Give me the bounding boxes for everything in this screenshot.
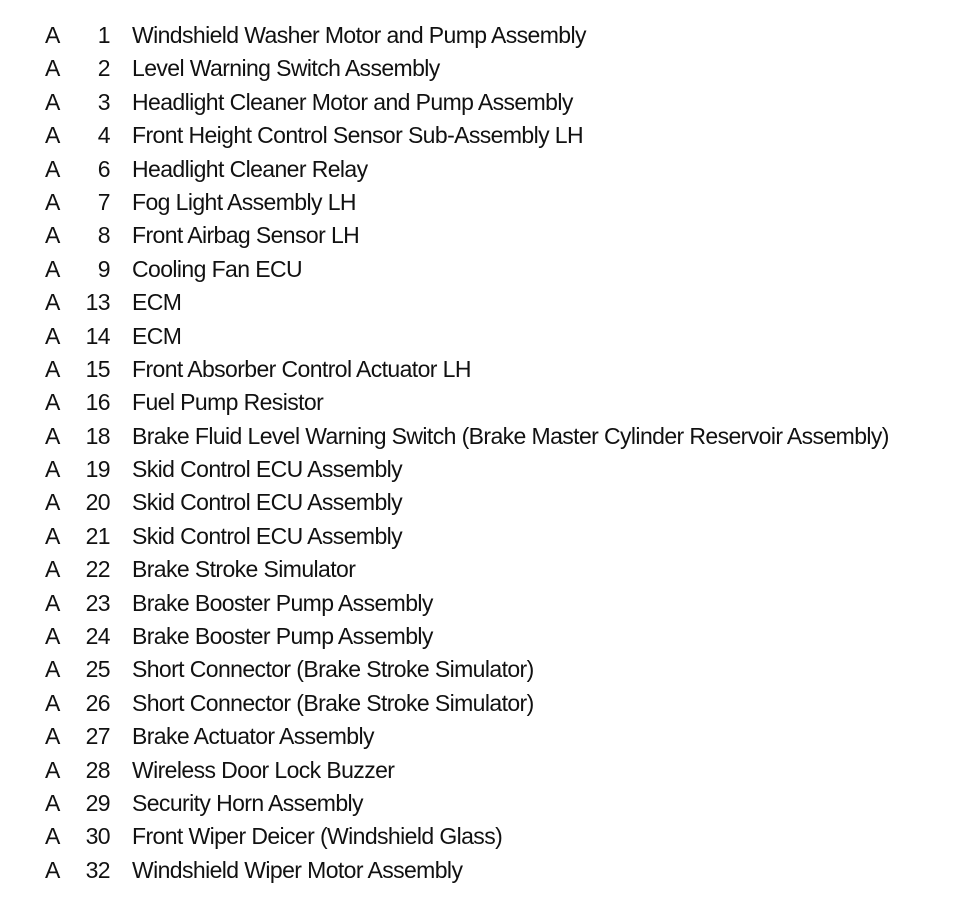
connector-name: Front Airbag Sensor LH — [132, 222, 360, 249]
connector-row — [0, 319, 960, 352]
connector-code: A — [45, 589, 60, 616]
connector-row — [0, 385, 960, 418]
connector-number: 26 — [85, 689, 110, 716]
connector-number: 27 — [85, 723, 110, 750]
connector-name: Front Wiper Deicer (Windshield Glass) — [132, 823, 503, 850]
connector-number: 20 — [85, 489, 110, 516]
connector-row — [0, 85, 960, 118]
connector-code: A — [45, 289, 60, 316]
connector-number: 24 — [85, 623, 110, 650]
connector-code: A — [45, 355, 60, 382]
connector-row — [0, 51, 960, 84]
connector-row — [0, 285, 960, 318]
connector-row — [0, 185, 960, 218]
connector-row — [0, 252, 960, 285]
connector-code: A — [45, 656, 60, 683]
connector-name: Cooling Fan ECU — [132, 255, 302, 282]
connector-row — [0, 419, 960, 452]
connector-row — [0, 619, 960, 652]
connector-list — [0, 18, 960, 886]
connector-name: Brake Stroke Simulator — [132, 556, 356, 583]
connector-code: A — [45, 689, 60, 716]
connector-number: 8 — [97, 222, 110, 249]
connector-name: Brake Booster Pump Assembly — [132, 623, 433, 650]
connector-row — [0, 18, 960, 51]
connector-number: 25 — [85, 656, 110, 683]
connector-code: A — [45, 723, 60, 750]
connector-number: 19 — [85, 456, 110, 483]
connector-row — [0, 652, 960, 685]
connector-number: 21 — [85, 522, 110, 549]
connector-code: A — [45, 623, 60, 650]
connector-number: 13 — [85, 289, 110, 316]
connector-name: Brake Actuator Assembly — [132, 723, 374, 750]
connector-row — [0, 352, 960, 385]
connector-row — [0, 819, 960, 852]
connector-code: A — [45, 155, 60, 182]
connector-code: A — [45, 789, 60, 816]
connector-number: 18 — [85, 422, 110, 449]
connector-name: Skid Control ECU Assembly — [132, 522, 403, 549]
connector-row — [0, 519, 960, 552]
connector-name: Windshield Washer Motor and Pump Assembly — [132, 22, 586, 48]
connector-code: A — [45, 255, 60, 282]
connector-name: ECM — [132, 322, 182, 349]
connector-code: A — [45, 88, 60, 115]
connector-row — [0, 686, 960, 719]
connector-name: Short Connector (Brake Stroke Simulator) — [132, 656, 534, 683]
connector-number: 1 — [97, 22, 110, 48]
connector-row — [0, 586, 960, 619]
connector-row — [0, 218, 960, 251]
connector-name: Headlight Cleaner Relay — [132, 155, 368, 182]
connector-row — [0, 719, 960, 752]
connector-row — [0, 118, 960, 151]
connector-name: Skid Control ECU Assembly — [132, 456, 403, 483]
connector-number: 6 — [97, 155, 110, 182]
connector-code: A — [45, 122, 60, 149]
connector-number: 32 — [85, 856, 110, 883]
connector-row — [0, 753, 960, 786]
connector-code: A — [45, 489, 60, 516]
connector-number: 3 — [97, 88, 110, 115]
connector-code: A — [45, 823, 60, 850]
connector-name: Front Absorber Control Actuator LH — [132, 355, 471, 382]
connector-row — [0, 552, 960, 585]
connector-number: 2 — [97, 55, 110, 82]
connector-number: 16 — [85, 389, 110, 416]
connector-name: ECM — [132, 289, 182, 316]
connector-number: 23 — [85, 589, 110, 616]
connector-code: A — [45, 22, 60, 48]
connector-code: A — [45, 222, 60, 249]
connector-name: Security Horn Assembly — [132, 789, 363, 816]
connector-number: 28 — [85, 756, 110, 783]
connector-name: Fog Light Assembly LH — [132, 188, 356, 215]
connector-row — [0, 452, 960, 485]
connector-code: A — [45, 556, 60, 583]
connector-row — [0, 152, 960, 185]
connector-code: A — [45, 55, 60, 82]
connector-code: A — [45, 322, 60, 349]
connector-name: Skid Control ECU Assembly — [132, 489, 403, 516]
connector-code: A — [45, 188, 60, 215]
connector-row — [0, 853, 960, 886]
connector-code: A — [45, 422, 60, 449]
connector-number: 9 — [97, 255, 110, 282]
connector-number: 29 — [85, 789, 110, 816]
connector-name: Brake Booster Pump Assembly — [132, 589, 433, 616]
connector-row — [0, 786, 960, 819]
connector-code: A — [45, 389, 60, 416]
connector-name: Windshield Wiper Motor Assembly — [132, 856, 463, 883]
connector-name: Front Height Control Sensor Sub-Assembly LH — [132, 122, 584, 149]
connector-number: 22 — [85, 556, 110, 583]
connector-number: 4 — [97, 122, 110, 149]
connector-name: Fuel Pump Resistor — [132, 389, 324, 416]
connector-name: Wireless Door Lock Buzzer — [132, 756, 395, 783]
connector-name: Brake Fluid Level Warning Switch (Brake Master Cylinder Reservoir Assembly) — [132, 422, 889, 449]
connector-row — [0, 485, 960, 518]
connector-code: A — [45, 756, 60, 783]
connector-number: 14 — [85, 322, 110, 349]
connector-name: Level Warning Switch Assembly — [132, 55, 440, 82]
connector-number: 7 — [97, 188, 110, 215]
connector-code: A — [45, 856, 60, 883]
connector-code: A — [45, 456, 60, 483]
connector-code: A — [45, 522, 60, 549]
connector-name: Short Connector (Brake Stroke Simulator) — [132, 689, 534, 716]
connector-number: 30 — [85, 823, 110, 850]
connector-name: Headlight Cleaner Motor and Pump Assembly — [132, 88, 573, 115]
connector-number: 15 — [85, 355, 110, 382]
